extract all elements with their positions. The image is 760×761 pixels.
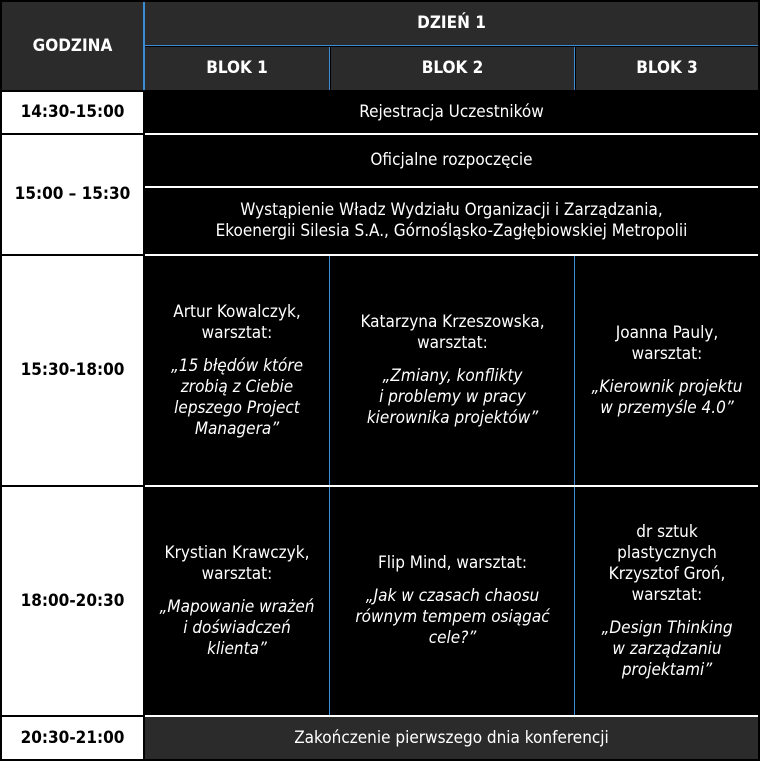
time-cell	[2, 487, 143, 715]
speaker-line: plastycznych	[617, 542, 717, 563]
godzina-label: GODZINA	[32, 35, 113, 56]
title-line: zrobią z Ciebie	[180, 376, 294, 397]
block-header-3	[576, 47, 758, 90]
speaker-line: warsztat:	[201, 563, 273, 584]
title-line: i problemy w pracy	[379, 387, 526, 407]
block-label: BLOK 2	[421, 58, 484, 78]
time-cell	[2, 92, 143, 133]
day-header	[145, 2, 758, 45]
time-label: 14:30-15:00	[20, 102, 125, 122]
event-label: Rejestracja Uczestników	[359, 102, 544, 122]
time-label: 15:00 – 15:30	[14, 184, 131, 204]
speaker-line: Krzysztof Groń,	[608, 563, 726, 584]
title-line: „Kierownik projektu	[591, 376, 743, 397]
block-label: BLOK 1	[206, 58, 268, 78]
time-label: 20:30-21:00	[20, 727, 125, 748]
session-cell	[145, 256, 329, 485]
header-divider	[145, 45, 758, 46]
row-divider	[145, 133, 758, 135]
speaker-line: warsztat:	[201, 322, 273, 343]
row-divider	[145, 485, 758, 487]
speaker-line: warsztat:	[631, 584, 703, 605]
day-label: DZIEŃ 1	[417, 13, 486, 33]
title-line: projektami”	[621, 659, 713, 680]
speaker-line: Artur Kowalczyk,	[173, 301, 301, 322]
title-line: „15 błędów które	[170, 355, 304, 376]
time-label: 15:30-18:00	[20, 360, 125, 380]
speaker-line: Krystian Krawczyk,	[164, 542, 310, 563]
session-cell	[331, 256, 574, 485]
event-registration	[145, 92, 758, 133]
block-header-2	[331, 47, 574, 90]
event-speech	[145, 188, 758, 254]
title-line: kierownika projektów”	[366, 408, 539, 428]
block-header-1	[145, 47, 329, 90]
event-opening	[145, 135, 758, 186]
speaker-line: warsztat:	[631, 343, 703, 364]
title-line: równym tempem osiągać	[355, 607, 550, 627]
time-cell	[2, 717, 143, 759]
title-line: lepszego Project	[174, 397, 300, 418]
event-label: Oficjalne rozpoczęcie	[370, 150, 533, 170]
speaker-line: warsztat:	[417, 333, 488, 353]
event-label-line: Ekoenergii Silesia S.A., Górnośląsko-Zagłębiowskiej Metropolii	[215, 221, 688, 241]
speaker-line: Joanna Pauly,	[615, 322, 719, 343]
title-line: Managera”	[194, 418, 280, 439]
column-divider	[143, 2, 145, 90]
speaker-line: Flip Mind, warsztat:	[377, 553, 528, 573]
title-line: „Jak w czasach chaosu	[365, 586, 540, 606]
event-label: Zakończenie pierwszego dnia konferencji	[294, 727, 609, 748]
session-cell	[576, 256, 758, 485]
title-line: w przemyśle 4.0”	[600, 397, 734, 418]
session-cell	[576, 487, 758, 715]
title-line: cele?”	[428, 628, 477, 648]
row-divider	[145, 254, 758, 256]
event-closing	[145, 717, 758, 759]
title-line: klienta”	[207, 638, 267, 659]
event-label-line: Wystąpienie Władz Wydziału Organizacji i Zarządzania,	[240, 200, 663, 220]
title-line: w zarządzaniu	[612, 638, 722, 659]
row-divider	[145, 186, 758, 188]
session-cell	[331, 487, 574, 715]
title-line: i doświadczeń	[183, 617, 291, 638]
row-divider	[145, 715, 758, 717]
time-cell	[2, 135, 143, 254]
column-divider	[574, 47, 575, 90]
session-cell	[145, 487, 329, 715]
title-line: „Design Thinking	[601, 617, 733, 638]
speaker-line: dr sztuk	[636, 521, 698, 542]
column-header-godzina	[2, 2, 143, 90]
title-line: „Mapowanie wrażeń	[159, 596, 315, 617]
time-label: 18:00-20:30	[20, 590, 125, 611]
speaker-line: Katarzyna Krzeszowska,	[360, 312, 545, 332]
block-label: BLOK 3	[636, 58, 698, 78]
title-line: „Zmiany, konflikty	[382, 366, 523, 386]
column-divider	[329, 47, 330, 90]
time-cell	[2, 256, 143, 485]
